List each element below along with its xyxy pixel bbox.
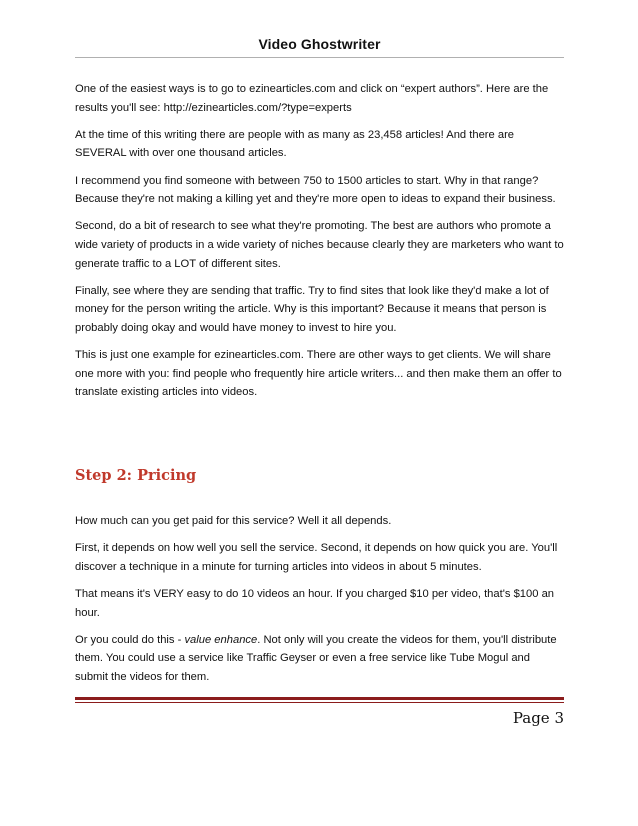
paragraph: That means it's VERY easy to do 10 videos an hour. If you charged $10 per video, that's $100 an hour. (75, 587, 555, 619)
section-heading: Step 2: Pricing (75, 467, 197, 484)
header-title: Video Ghostwriter (258, 36, 381, 52)
paragraph: I recommend you find someone with between 750 to 1500 articles to start. Why in that range? Because they're not making a killing yet and they're more open to ideas to expand their business. (75, 174, 556, 206)
paragraph: At the time of this writing there are people with as many as 23,458 articles! And there are SEVERAL with over one thousand articles. (75, 128, 515, 160)
section-body-2 (75, 512, 564, 695)
paragraph: This is just one example for ezinearticles.com. There are other ways to get clients. We will share one more with you: find people who frequently hire article writers... and then make them an offer to translate existing articles into videos. (75, 349, 562, 399)
paragraph (75, 631, 564, 687)
footer-divider-thick (75, 697, 564, 700)
header-divider (75, 57, 564, 58)
paragraph-prefix: Or you could do this - (75, 633, 185, 646)
paragraph: Finally, see where they are sending that traffic. Try to find sites that look like they'd make a lot of money for the person writing the article. Why is this important? Because it means that person is probably doing okay and would have money to invest to hire you. (75, 284, 549, 334)
paragraph: First, it depends on how well you sell the service. Second, it depends on how quick you are. You'll discover a technique in a minute for turning articles into videos in about 5 minutes. (75, 542, 558, 573)
page-header (75, 36, 564, 52)
paragraph-suffix: . Not only will you create the videos for them, you'll distribute them. You could use a service like Traffic Geyser or even a free service like Tube Mogul and submit the videos for them. (75, 633, 557, 683)
footer-divider-thin (75, 702, 564, 703)
page-number: Page 3 (512, 709, 564, 727)
paragraph: How much can you get paid for this service? Well it all depends. (75, 515, 392, 527)
section-body-1 (75, 80, 564, 410)
paragraph: Second, do a bit of research to see what they're promoting. The best are authors who promote a wide variety of products in a wide variety of niches because clearly they are marketers who want to generate traffic to a LOT of different sites. (75, 220, 564, 270)
emphasis-text: value enhance (184, 633, 258, 646)
paragraph: One of the easiest ways is to go to ezinearticles.com and click on “expert authors”. Here are the results you'll see: http://ezinearticles.com/?type=experts (75, 83, 549, 114)
